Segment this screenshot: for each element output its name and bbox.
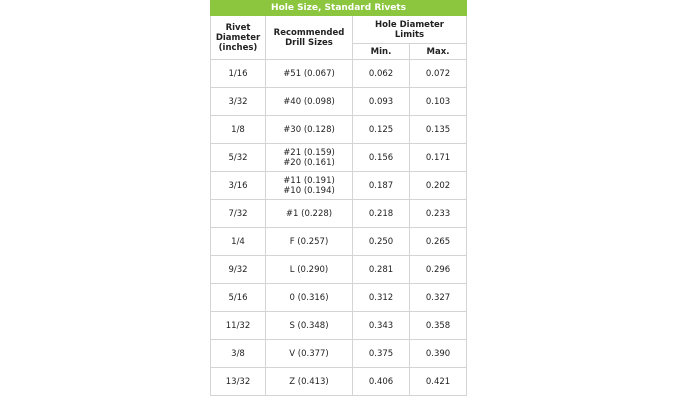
rivet-diameter-cell: 9/32 [211,256,266,284]
max-diameter-cell: 0.296 [410,256,467,284]
rivet-diameter-cell: 1/16 [211,60,266,88]
min-diameter-cell: 0.218 [353,200,410,228]
max-diameter-cell: 0.103 [410,88,467,116]
drill-size-value: #20 (0.161) [283,157,335,168]
drill-size-cell [266,116,353,144]
min-diameter-cell: 0.093 [353,88,410,116]
hole-diameter-limits-header [353,16,467,44]
limits-header-line: Hole Diameter [375,19,444,30]
drill-header-line: Drill Sizes [285,37,333,48]
table-row [211,256,467,284]
table-row [211,172,467,200]
table-row [211,368,467,396]
drill-size-value: #11 (0.191) [283,175,335,186]
table-body [211,60,467,396]
drill-size-value: L (0.290) [289,264,329,275]
rivet-header-line: (inches) [218,42,258,53]
rivet-diameter-cell: 3/8 [211,340,266,368]
drill-size-cell [266,172,353,200]
table-row [211,116,467,144]
rivet-diameter-cell: 1/4 [211,228,266,256]
table-row [211,144,467,172]
drill-size-cell [266,312,353,340]
drill-size-value: #30 (0.128) [283,124,335,135]
rivet-diameter-cell: 1/8 [211,116,266,144]
min-diameter-cell: 0.281 [353,256,410,284]
max-diameter-cell: 0.390 [410,340,467,368]
drill-size-cell [266,144,353,172]
rivet-diameter-cell: 7/32 [211,200,266,228]
table-row [211,228,467,256]
min-header: Min. [353,44,410,60]
table-row [211,88,467,116]
max-header: Max. [410,44,467,60]
rivet-diameter-cell: 3/32 [211,88,266,116]
rivet-diameter-header [211,16,266,60]
header-row [211,16,467,44]
min-diameter-cell: 0.125 [353,116,410,144]
max-diameter-cell: 0.265 [410,228,467,256]
min-diameter-cell: 0.187 [353,172,410,200]
rivet-diameter-cell: 11/32 [211,312,266,340]
drill-size-value: Z (0.413) [289,376,329,387]
rivet-header-line: Diameter [215,32,261,43]
drill-size-cell [266,88,353,116]
max-diameter-cell: 0.327 [410,284,467,312]
rivet-diameter-cell: 5/32 [211,144,266,172]
drill-size-value: S (0.348) [289,320,329,331]
max-diameter-cell: 0.233 [410,200,467,228]
min-diameter-cell: 0.406 [353,368,410,396]
drill-size-cell [266,256,353,284]
min-diameter-cell: 0.156 [353,144,410,172]
rivet-diameter-cell: 3/16 [211,172,266,200]
table-row [211,284,467,312]
min-diameter-cell: 0.343 [353,312,410,340]
max-diameter-cell: 0.358 [410,312,467,340]
min-diameter-cell: 0.250 [353,228,410,256]
rivet-hole-size-table-container [210,0,466,396]
drill-size-value: #1 (0.228) [285,208,333,219]
drill-size-value: #21 (0.159) [283,147,335,158]
min-diameter-cell: 0.062 [353,60,410,88]
table-row [211,60,467,88]
drill-size-cell [266,284,353,312]
min-diameter-cell: 0.312 [353,284,410,312]
max-diameter-cell: 0.171 [410,144,467,172]
limits-header-line: Limits [394,29,425,40]
drill-size-cell [266,340,353,368]
rivet-hole-size-table [210,0,467,396]
drill-size-value: #10 (0.194) [283,185,335,196]
max-diameter-cell: 0.072 [410,60,467,88]
drill-size-cell [266,200,353,228]
table-row [211,200,467,228]
drill-header-line: Recommended [273,27,345,38]
drill-size-cell [266,228,353,256]
rivet-diameter-cell: 13/32 [211,368,266,396]
max-diameter-cell: 0.202 [410,172,467,200]
drill-size-value: #40 (0.098) [283,96,335,107]
table-row [211,312,467,340]
drill-size-value: F (0.257) [289,236,329,247]
drill-size-value: V (0.377) [289,348,329,359]
rivet-diameter-cell: 5/16 [211,284,266,312]
max-diameter-cell: 0.135 [410,116,467,144]
drill-size-cell [266,368,353,396]
drill-size-value: #51 (0.067) [283,68,335,79]
drill-size-value: 0 (0.316) [289,292,329,303]
rivet-header-line: Rivet [225,22,251,33]
drill-size-cell [266,60,353,88]
min-diameter-cell: 0.375 [353,340,410,368]
max-diameter-cell: 0.421 [410,368,467,396]
drill-sizes-header [266,16,353,60]
table-title: Hole Size, Standard Rivets [211,1,467,16]
table-title-row [211,1,467,16]
table-row [211,340,467,368]
